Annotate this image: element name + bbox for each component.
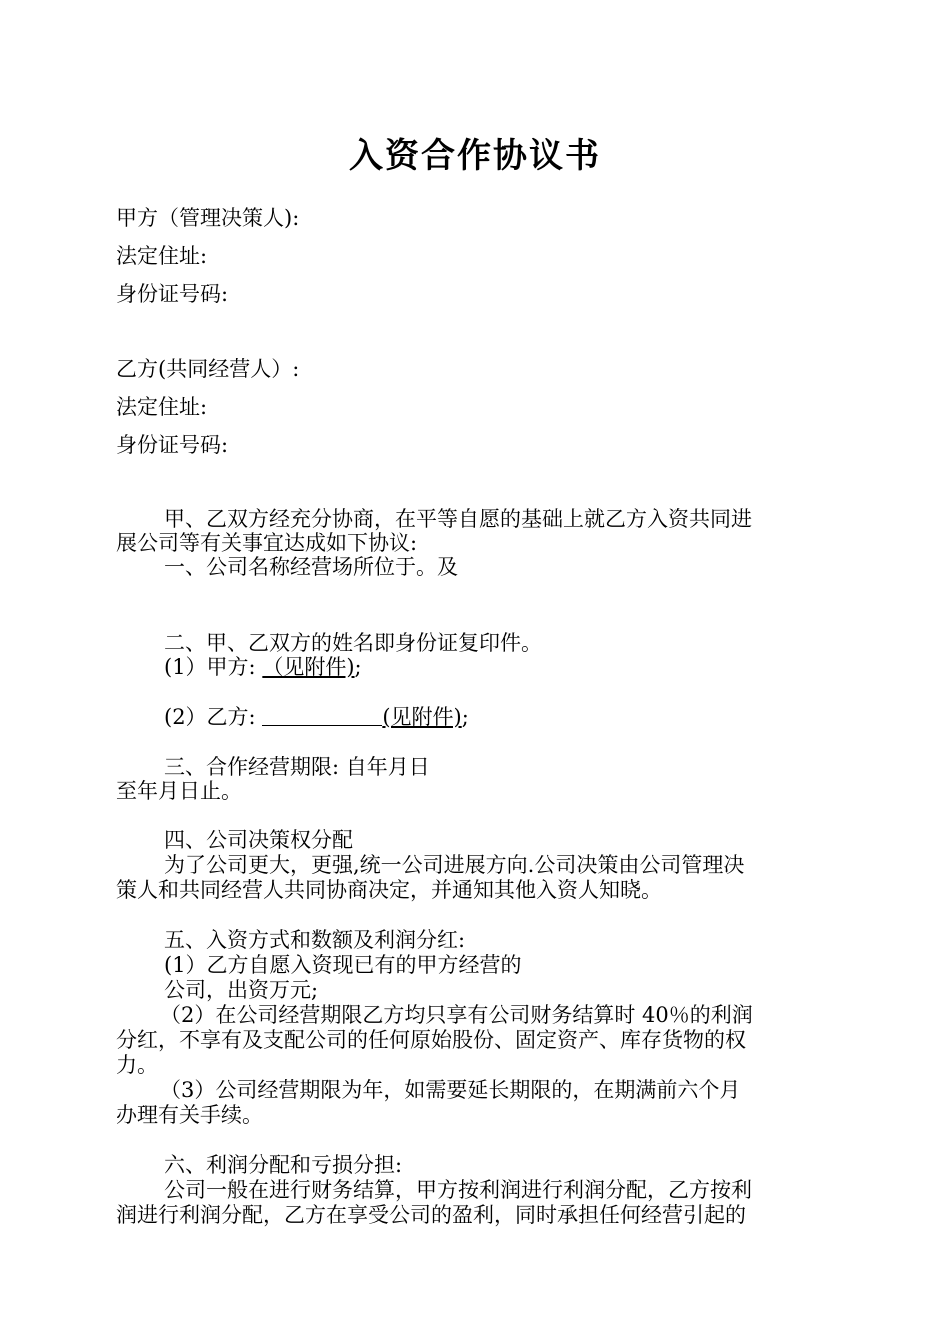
party-a-attachment: （见附件) bbox=[262, 655, 355, 679]
party-a-id: 身份证号码: bbox=[116, 282, 229, 306]
party-a-end: ; bbox=[354, 655, 362, 679]
party-b-blank bbox=[262, 705, 382, 726]
party-a-prefix: (1）甲方: bbox=[164, 655, 256, 679]
document-title: 入资合作协议书 bbox=[349, 136, 601, 176]
section-3-line-1: 三、合作经营期限: 自年月日 bbox=[164, 755, 430, 779]
party-b-address: 法定住址: bbox=[116, 395, 208, 419]
section-5-item-1-line-2: 公司，出资万元; bbox=[164, 978, 319, 1002]
party-b-label: 乙方(共同经营人）: bbox=[116, 357, 300, 381]
party-b-id: 身份证号码: bbox=[116, 433, 229, 457]
party-a-address: 法定住址: bbox=[116, 244, 208, 268]
section-2-party-a bbox=[164, 654, 362, 680]
section-5-item-3-line-1: （3）公司经营期限为年，如需要延长期限的，在期满前六个月 bbox=[160, 1078, 741, 1102]
section-5-item-2-line-2: 分红，不享有及支配公司的任何原始股份、固定资产、库存货物的权 bbox=[116, 1028, 746, 1052]
section-5-item-3-line-2: 办理有关手续。 bbox=[116, 1103, 263, 1127]
section-1-text: 一、公司名称经营场所位于。及 bbox=[164, 555, 458, 579]
section-4-heading: 四、公司决策权分配 bbox=[164, 828, 353, 852]
party-b-end: ; bbox=[461, 705, 469, 729]
section-5-item-1-line-1: (1）乙方自愿入资现已有的甲方经营的 bbox=[164, 953, 522, 977]
section-5-heading: 五、入资方式和数额及利润分红: bbox=[164, 928, 466, 952]
section-5-item-2-line-3: 力。 bbox=[116, 1053, 158, 1077]
intro-line-2: 展公司等有关事宜达成如下协议: bbox=[116, 531, 418, 555]
section-2-party-b bbox=[164, 704, 469, 730]
section-5-item-2-line-1: （2）在公司经营期限乙方均只享有公司财务结算时 40％的利润 bbox=[160, 1003, 753, 1027]
section-6-heading: 六、利润分配和亏损分担: bbox=[164, 1153, 403, 1177]
section-2-heading: 二、甲、乙双方的姓名即身份证复印件。 bbox=[164, 631, 542, 655]
section-4-line-1: 为了公司更大，更强,统一公司进展方向.公司决策由公司管理决 bbox=[164, 853, 745, 877]
section-3-line-2: 至年月日止。 bbox=[116, 779, 242, 803]
section-6-line-1: 公司一般在进行财务结算，甲方按利润进行利润分配，乙方按利 bbox=[164, 1178, 752, 1202]
section-4-line-2: 策人和共同经营人共同协商决定，并通知其他入资人知晓。 bbox=[116, 878, 662, 902]
intro-line-1: 甲、乙双方经充分协商，在平等自愿的基础上就乙方入资共同进 bbox=[164, 507, 752, 531]
section-6-line-2: 润进行利润分配，乙方在享受公司的盈利，同时承担任何经营引起的 bbox=[116, 1203, 746, 1227]
party-b-attachment: (见附件) bbox=[382, 705, 462, 729]
party-a-label: 甲方（管理决策人): bbox=[116, 206, 300, 230]
party-b-prefix: (2）乙方: bbox=[164, 705, 256, 729]
